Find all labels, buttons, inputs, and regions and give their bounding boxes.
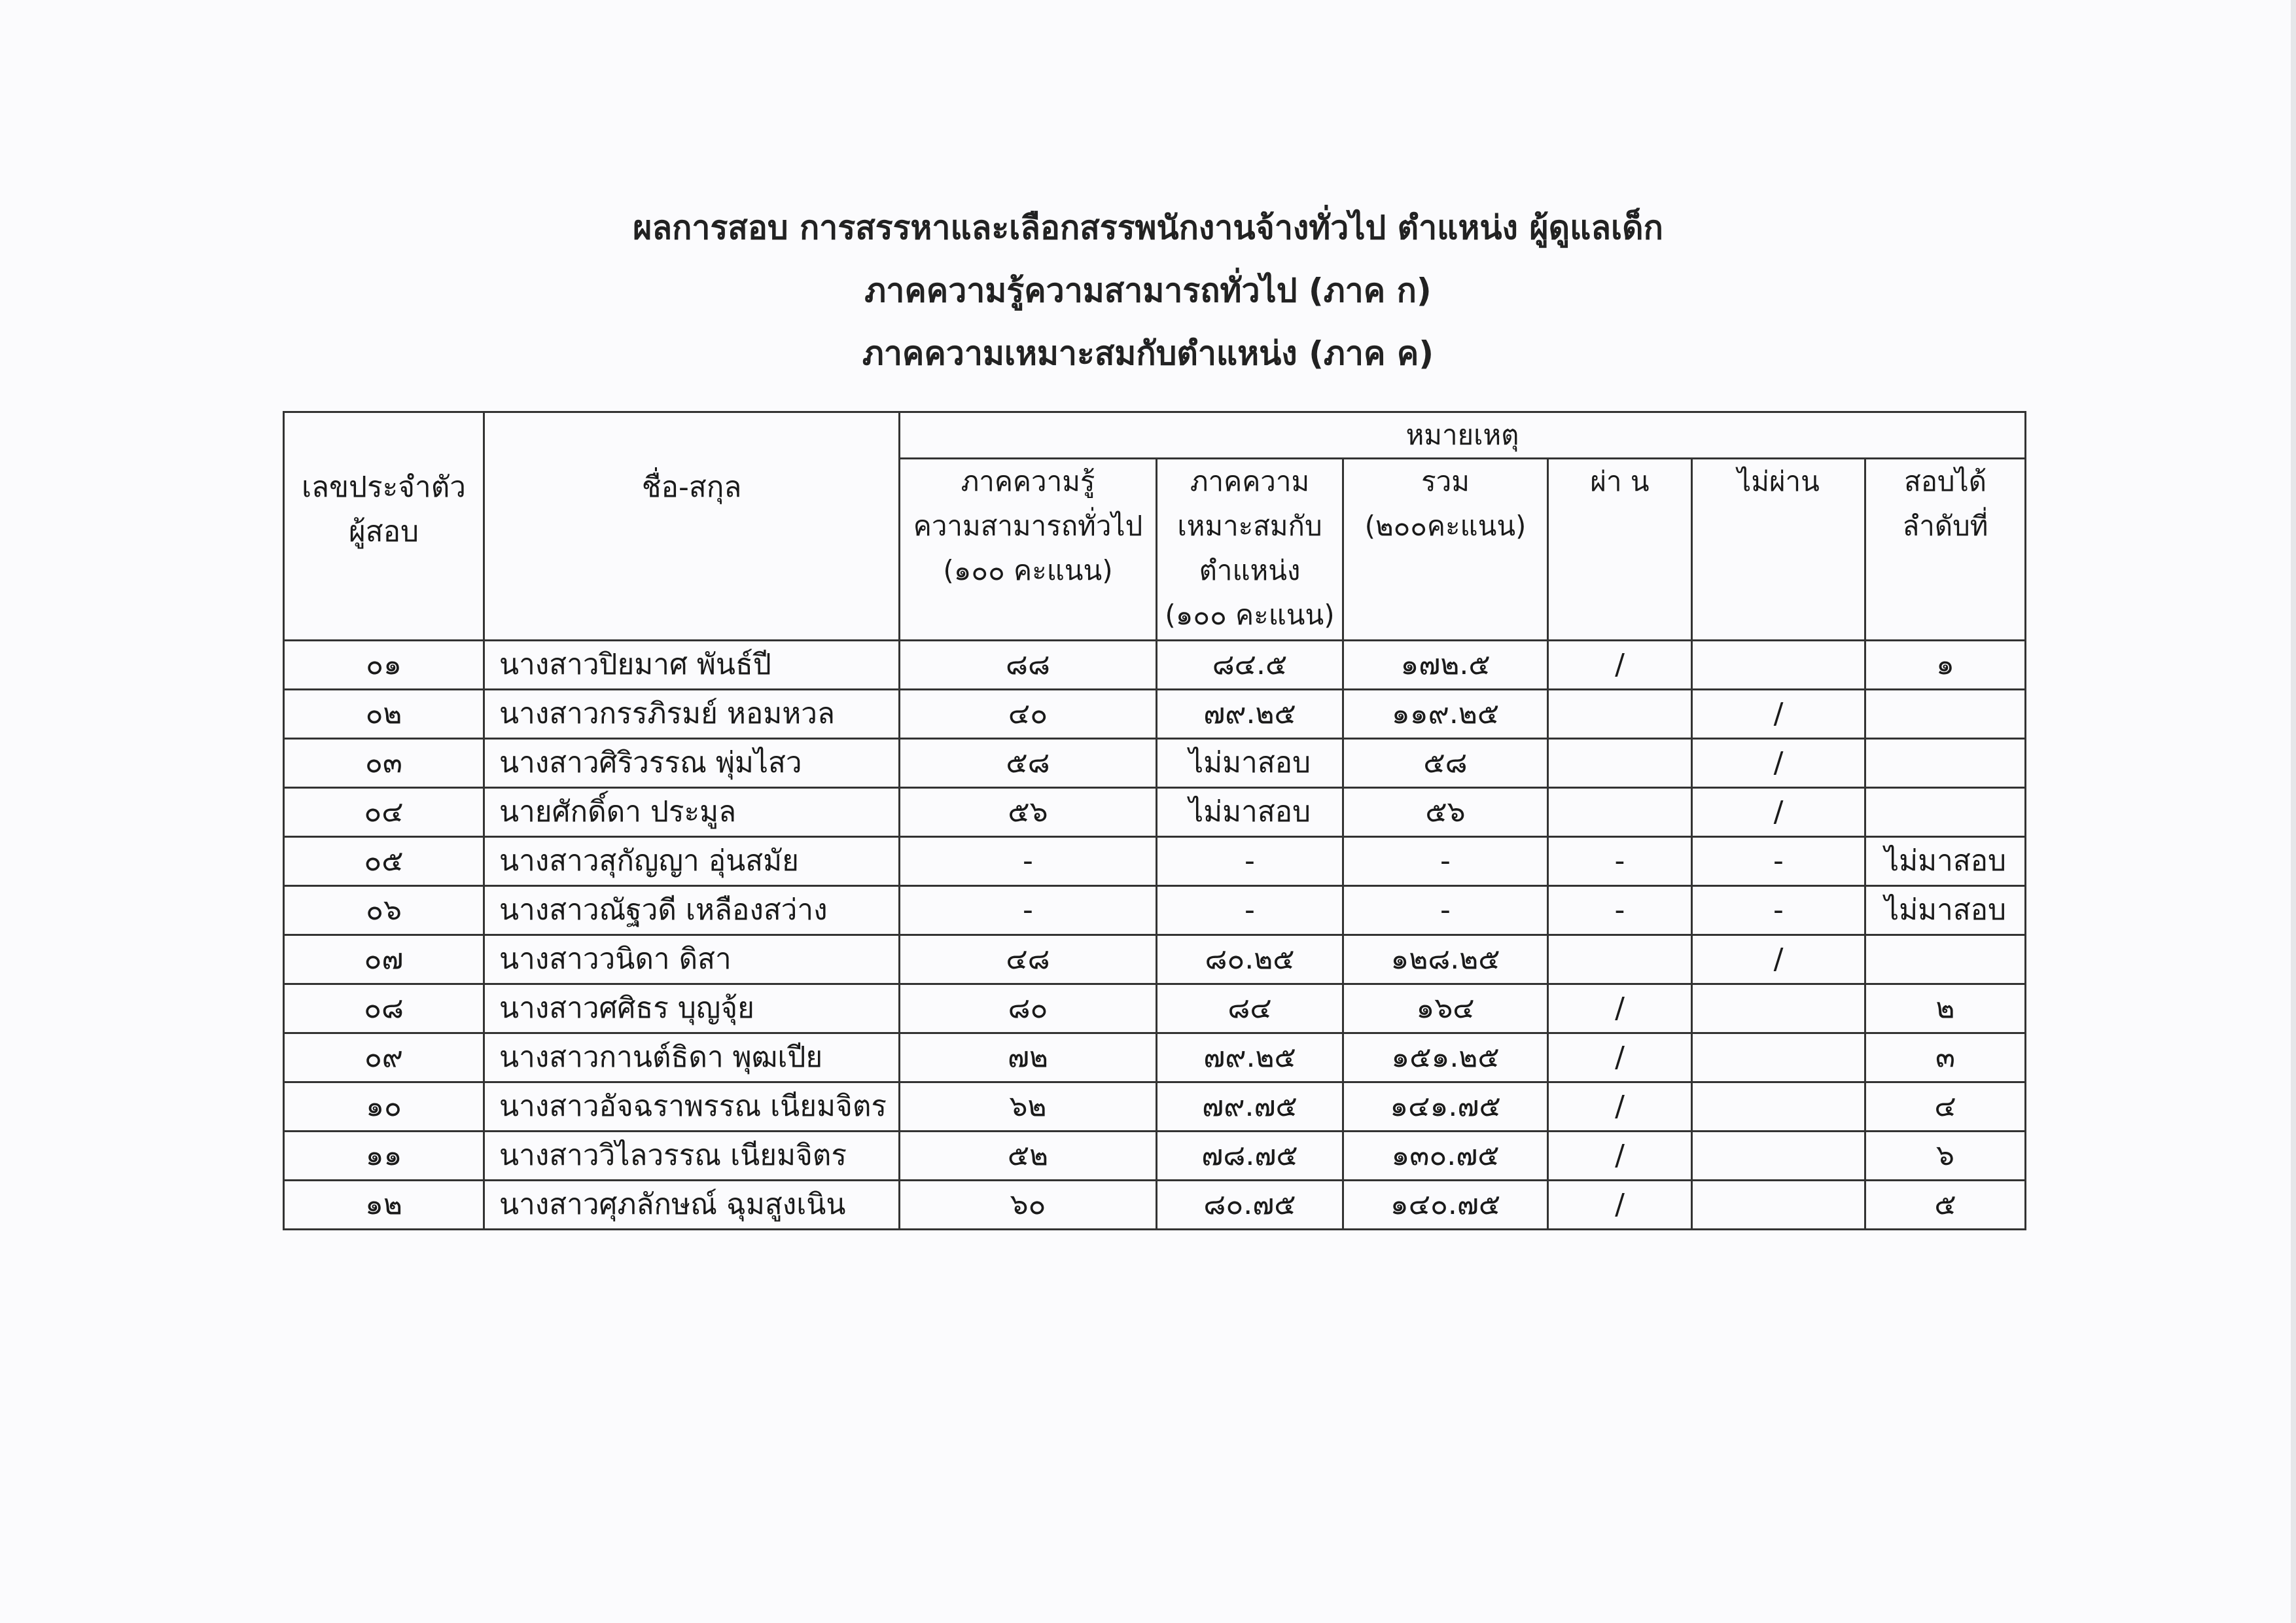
cell-pass: / (1548, 1132, 1692, 1181)
header-id-line2: ผู้สอบ (349, 515, 419, 548)
cell-total: ๑๗๒.๕ (1343, 641, 1548, 690)
header-id-line1: เลขประจำตัว (301, 471, 467, 504)
cell-fail (1692, 1132, 1865, 1181)
cell-fail (1692, 1181, 1865, 1230)
cell-part-c: ๘๔ (1157, 984, 1343, 1033)
table-row (284, 739, 2026, 788)
cell-id: ๐๘ (284, 984, 484, 1033)
cell-part-c: - (1157, 886, 1343, 935)
table-row (284, 984, 2026, 1033)
header-part-c-line2: เหมาะสมกับ (1177, 510, 1322, 542)
cell-name: นายศักดิ์ดา ประมูล (484, 788, 900, 837)
cell-fail (1692, 1033, 1865, 1082)
table-row (284, 641, 2026, 690)
header-total-line2: (๒๐๐คะแนน) (1364, 510, 1527, 542)
cell-rank: ๓ (1865, 1033, 2026, 1082)
header-name: ชื่อ-สกุล (484, 412, 900, 641)
cell-total: ๕๘ (1343, 739, 1548, 788)
cell-id: ๐๗ (284, 935, 484, 984)
table-row (284, 837, 2026, 886)
cell-total: ๕๖ (1343, 788, 1548, 837)
cell-part-c: ๘๔.๕ (1157, 641, 1343, 690)
header-part-c-line4: (๑๐๐ คะแนน) (1165, 599, 1335, 631)
header-total-line1: รวม (1421, 465, 1470, 497)
cell-pass: - (1548, 837, 1692, 886)
cell-pass: / (1548, 984, 1692, 1033)
cell-part-a: ๕๘ (900, 739, 1157, 788)
cell-pass: - (1548, 886, 1692, 935)
cell-pass: / (1548, 641, 1692, 690)
header-rank (1865, 459, 2026, 641)
cell-rank (1865, 690, 2026, 739)
cell-id: ๐๔ (284, 788, 484, 837)
table-row (284, 690, 2026, 739)
table-row (284, 1181, 2026, 1230)
cell-part-a: ๕๒ (900, 1132, 1157, 1181)
cell-pass (1548, 935, 1692, 984)
cell-part-a: ๖๐ (900, 1181, 1157, 1230)
cell-id: ๐๓ (284, 739, 484, 788)
cell-fail: - (1692, 837, 1865, 886)
table-row (284, 788, 2026, 837)
cell-rank (1865, 935, 2026, 984)
cell-name: นางสาวสุกัญญา อุ่นสมัย (484, 837, 900, 886)
cell-fail: - (1692, 886, 1865, 935)
cell-rank: ไม่มาสอบ (1865, 886, 2026, 935)
header-part-c (1157, 459, 1343, 641)
table-row (284, 935, 2026, 984)
cell-part-c: ๗๘.๗๕ (1157, 1132, 1343, 1181)
cell-id: ๐๙ (284, 1033, 484, 1082)
header-part-a (900, 459, 1157, 641)
cell-id: ๐๒ (284, 690, 484, 739)
header-remark: หมายเหตุ (900, 412, 2026, 459)
cell-name: นางสาวศศิธร บุญจุ้ย (484, 984, 900, 1033)
cell-fail: / (1692, 739, 1865, 788)
cell-fail (1692, 641, 1865, 690)
cell-name: นางสาวศุภลักษณ์ ฉุมสูงเนิน (484, 1181, 900, 1230)
cell-part-c: ๗๙.๗๕ (1157, 1082, 1343, 1132)
cell-name: นางสาวศิริวรรณ พุ่มไสว (484, 739, 900, 788)
cell-name: นางสาวอัจฉราพรรณ เนียมจิตร (484, 1082, 900, 1132)
cell-fail: / (1692, 935, 1865, 984)
cell-pass: / (1548, 1181, 1692, 1230)
cell-rank: ๔ (1865, 1082, 2026, 1132)
title-line-3: ภาคความเหมาะสมกับตำแหน่ง (ภาค ค) (862, 334, 1434, 372)
header-pass: ผ่า น (1548, 459, 1692, 641)
cell-name: นางสาววนิดา ดิสา (484, 935, 900, 984)
cell-fail (1692, 1082, 1865, 1132)
header-candidate-id (284, 412, 484, 641)
cell-total: ๑๖๔ (1343, 984, 1548, 1033)
cell-id: ๐๕ (284, 837, 484, 886)
cell-name: นางสาวกรรภิรมย์ หอมหวล (484, 690, 900, 739)
cell-total: - (1343, 837, 1548, 886)
cell-id: ๐๖ (284, 886, 484, 935)
table-row (284, 886, 2026, 935)
cell-pass (1548, 788, 1692, 837)
cell-id: ๑๑ (284, 1132, 484, 1181)
cell-part-a: ๗๒ (900, 1033, 1157, 1082)
cell-part-c: ๗๙.๒๕ (1157, 690, 1343, 739)
results-table (283, 411, 2026, 1230)
cell-part-a: ๖๒ (900, 1082, 1157, 1132)
cell-pass (1548, 690, 1692, 739)
cell-total: ๑๑๙.๒๕ (1343, 690, 1548, 739)
document-title-block (0, 196, 2296, 385)
cell-part-c: ไม่มาสอบ (1157, 788, 1343, 837)
cell-total: ๑๔๑.๗๕ (1343, 1082, 1548, 1132)
cell-rank: ๖ (1865, 1132, 2026, 1181)
cell-total: - (1343, 886, 1548, 935)
cell-id: ๐๑ (284, 641, 484, 690)
cell-rank: ๑ (1865, 641, 2026, 690)
cell-part-a: ๔๐ (900, 690, 1157, 739)
cell-rank: ๒ (1865, 984, 2026, 1033)
cell-name: นางสาวณัฐวดี เหลืองสว่าง (484, 886, 900, 935)
header-total (1343, 459, 1548, 641)
cell-part-c: ๘๐.๒๕ (1157, 935, 1343, 984)
title-line-2: ภาคความรู้ความสามารถทั่วไป (ภาค ก) (864, 272, 1432, 310)
cell-part-a: ๘๐ (900, 984, 1157, 1033)
header-rank-line1: สอบได้ (1904, 465, 1987, 497)
cell-rank: ไม่มาสอบ (1865, 837, 2026, 886)
table-row (284, 1132, 2026, 1181)
cell-fail (1692, 984, 1865, 1033)
cell-id: ๑๐ (284, 1082, 484, 1132)
cell-part-c: ๘๐.๗๕ (1157, 1181, 1343, 1230)
cell-part-c: ไม่มาสอบ (1157, 739, 1343, 788)
cell-total: ๑๔๐.๗๕ (1343, 1181, 1548, 1230)
cell-total: ๑๒๘.๒๕ (1343, 935, 1548, 984)
cell-pass (1548, 739, 1692, 788)
cell-part-c: - (1157, 837, 1343, 886)
header-rank-line2: ลำดับที่ (1902, 510, 1988, 542)
cell-part-c: ๗๙.๒๕ (1157, 1033, 1343, 1082)
cell-id: ๑๒ (284, 1181, 484, 1230)
cell-pass: / (1548, 1033, 1692, 1082)
header-part-a-line1: ภาคความรู้ (961, 465, 1095, 497)
cell-part-a: ๘๘ (900, 641, 1157, 690)
title-line-1: ผลการสอบ การสรรหาและเลือกสรรพนักงานจ้างทั่วไป ตำแหน่ง ผู้ดูแลเด็ก (633, 209, 1663, 247)
cell-fail: / (1692, 788, 1865, 837)
cell-pass: / (1548, 1082, 1692, 1132)
header-part-c-line3: ตำแหน่ง (1199, 554, 1301, 586)
header-part-a-line3: (๑๐๐ คะแนน) (943, 554, 1113, 586)
results-table-body (284, 641, 2026, 1230)
header-part-a-line2: ความสามารถทั่วไป (913, 510, 1143, 542)
cell-name: นางสาวปิยมาศ พันธ์ปี (484, 641, 900, 690)
table-row (284, 1082, 2026, 1132)
cell-part-a: ๕๖ (900, 788, 1157, 837)
header-part-c-line1: ภาคความ (1190, 465, 1310, 497)
cell-total: ๑๕๑.๒๕ (1343, 1033, 1548, 1082)
cell-part-a: - (900, 837, 1157, 886)
header-fail: ไม่ผ่าน (1692, 459, 1865, 641)
cell-part-a: - (900, 886, 1157, 935)
table-row (284, 1033, 2026, 1082)
cell-part-a: ๔๘ (900, 935, 1157, 984)
cell-fail: / (1692, 690, 1865, 739)
cell-total: ๑๓๐.๗๕ (1343, 1132, 1548, 1181)
cell-rank: ๕ (1865, 1181, 2026, 1230)
cell-name: นางสาวกานต์ธิดา พุฒเปีย (484, 1033, 900, 1082)
cell-name: นางสาววิไลวรรณ เนียมจิตร (484, 1132, 900, 1181)
cell-rank (1865, 788, 2026, 837)
cell-rank (1865, 739, 2026, 788)
